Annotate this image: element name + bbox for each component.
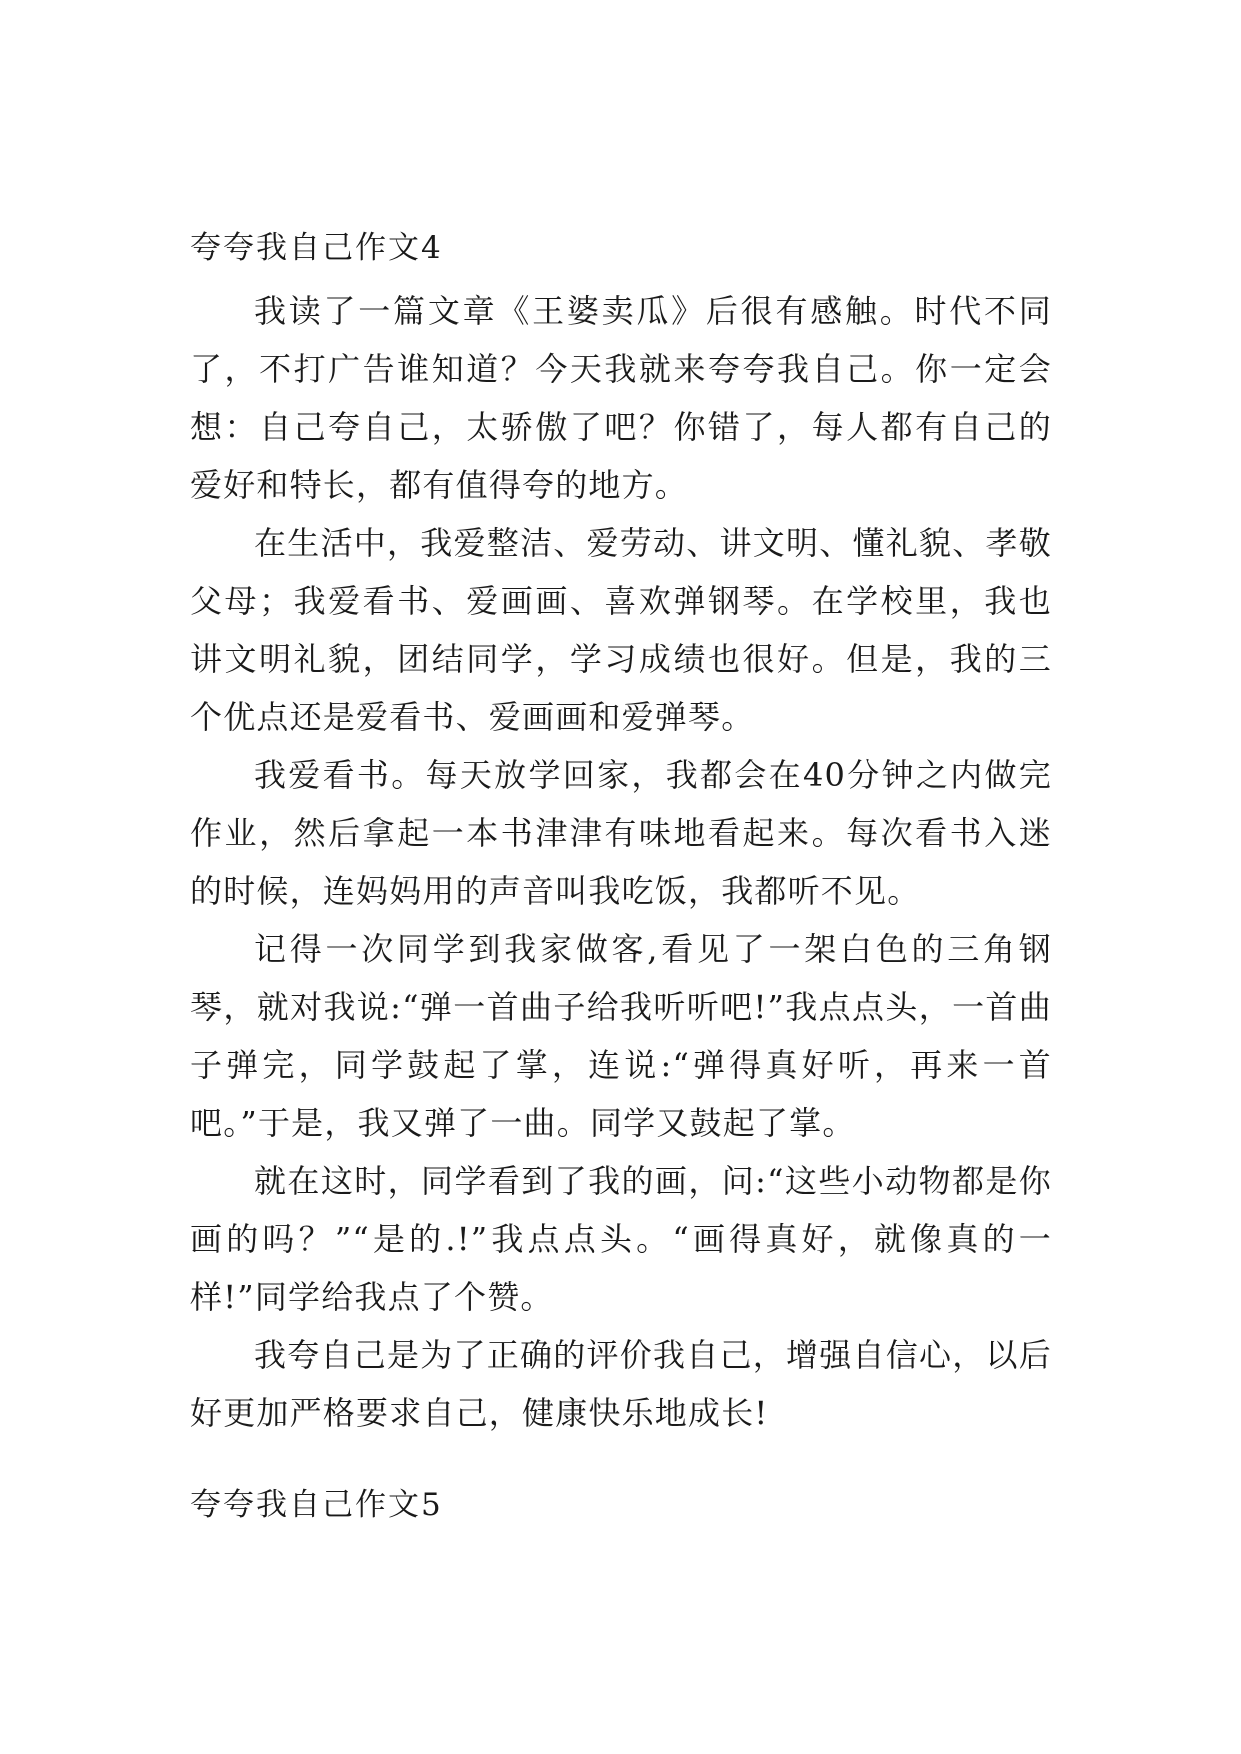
paragraph-2: 在生活中，我爱整洁、爱劳动、讲文明、懂礼貌、孝敬父母；我爱看书、爱画画、喜欢弹钢琴。在学校里，我也讲文明礼貌，团结同学，学习成绩也很好。但是，我的三个优点还是爱看书、爱画画和爱弹琴。 [190, 524, 1052, 736]
paragraph-5: 就在这时，同学看到了我的画，问:“这些小动物都是你画的吗？”“是的.!”我点点头。“画得真好，就像真的一样!”同学给我点了个赞。 [190, 1162, 1052, 1316]
essay-title-5: 夸夸我自己作文5 [190, 1487, 443, 1523]
essay-body-4 [190, 282, 1052, 1442]
paragraph-1: 我读了一篇文章《王婆卖瓜》后很有感触。时代不同了，不打广告谁知道？今天我就来夸夸我自己。你一定会想：自己夸自己，太骄傲了吧？你错了，每人都有自己的爱好和特长，都有值得夸的地方。 [190, 292, 1052, 504]
paragraph-3: 我爱看书。每天放学回家，我都会在40分钟之内做完作业，然后拿起一本书津津有味地看起来。每次看书入迷的时候，连妈妈用的声音叫我吃饭，我都听不见。 [190, 756, 1052, 910]
paragraph-6: 我夸自己是为了正确的评价我自己，增强自信心，以后好更加严格要求自己，健康快乐地成长! [190, 1336, 1052, 1432]
paragraph-4: 记得一次同学到我家做客,看见了一架白色的三角钢琴，就对我说:“弹一首曲子给我听听吧!”我点点头，一首曲子弹完，同学鼓起了掌，连说:“弹得真好听，再来一首吧。”于是，我又弹了一曲。同学又鼓起了掌。 [190, 930, 1052, 1142]
essay-title-4: 夸夸我自己作文4 [190, 230, 443, 266]
